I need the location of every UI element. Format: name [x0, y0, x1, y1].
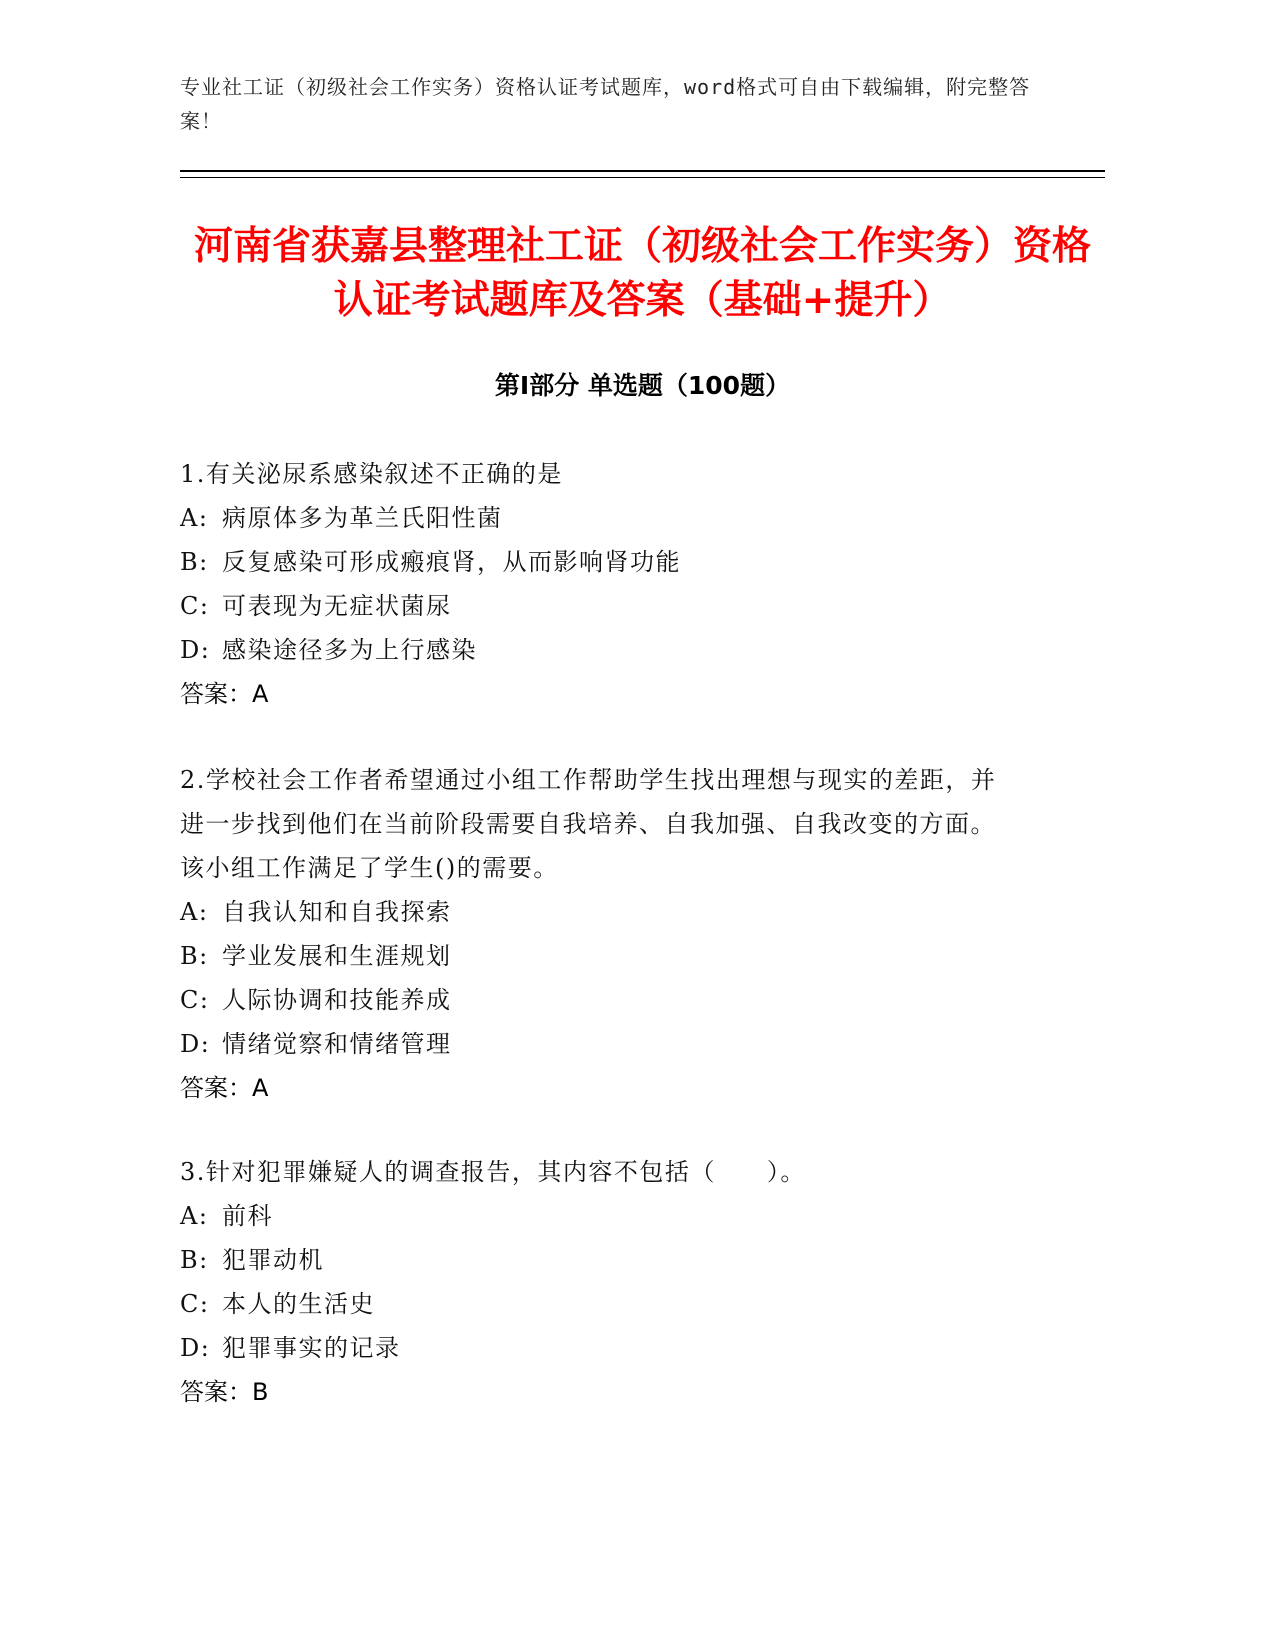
- option-b: [180, 1238, 1020, 1282]
- option-letter: A:: [180, 504, 209, 532]
- option-a: [180, 1194, 1020, 1238]
- question-stem: 1.有关泌尿系感染叙述不正确的是: [180, 460, 563, 488]
- option-letter: C:: [180, 1290, 210, 1318]
- option-letter: B:: [180, 942, 209, 970]
- answer-line: 答案：A: [180, 680, 269, 708]
- option-letter: C:: [180, 986, 210, 1014]
- option-a: [180, 890, 1020, 934]
- option-letter: D:: [180, 636, 211, 664]
- option-text: 情绪觉察和情绪管理: [222, 1030, 452, 1058]
- question-stem: 3.针对犯罪嫌疑人的调查报告，其内容不包括（ ）。: [180, 1158, 806, 1186]
- option-text: 人际协调和技能养成: [222, 986, 452, 1014]
- option-text: 自我认知和自我探索: [222, 898, 452, 926]
- section-heading: 第Ⅰ部分 单选题（100题）: [494, 371, 791, 400]
- option-d: [180, 1326, 1020, 1370]
- question-1: [180, 452, 1020, 716]
- question-3: [180, 1150, 1020, 1414]
- option-d: [180, 628, 1020, 672]
- option-letter: B:: [180, 1246, 209, 1274]
- option-a: [180, 496, 1020, 540]
- option-d: [180, 1022, 1020, 1066]
- option-text: 犯罪事实的记录: [222, 1334, 401, 1362]
- question-2: [180, 758, 1020, 1110]
- option-text: 病原体多为革兰氏阳性菌: [222, 504, 503, 532]
- question-stem: 2.学校社会工作者希望通过小组工作帮助学生找出理想与现实的差距，并进一步找到他们在当前阶段需要自我培养、自我加强、自我改变的方面。该小组工作满足了学生()的需要。: [180, 766, 997, 882]
- option-letter: D:: [180, 1334, 211, 1362]
- option-b: [180, 540, 1020, 584]
- option-text: 学业发展和生涯规划: [222, 942, 452, 970]
- answer-line: 答案：B: [180, 1378, 269, 1406]
- option-text: 感染途径多为上行感染: [222, 636, 477, 664]
- header-rule-thin: [180, 177, 1105, 178]
- header-rule-thick: [180, 170, 1105, 172]
- document-title: 河南省获嘉县整理社工证（初级社会工作实务）资格认证考试题库及答案（基础+提升）: [193, 224, 1091, 323]
- option-text: 可表现为无症状菌尿: [222, 592, 452, 620]
- option-c: [180, 978, 1020, 1022]
- header-note: 专业社工证（初级社会工作实务）资格认证考试题库，word格式可自由下载编辑，附完整答案！: [180, 75, 1031, 133]
- option-letter: B:: [180, 548, 209, 576]
- option-letter: D:: [180, 1030, 211, 1058]
- option-text: 犯罪动机: [222, 1246, 324, 1274]
- answer-line: 答案：A: [180, 1074, 269, 1102]
- option-text: 反复感染可形成瘢痕肾，从而影响肾功能: [222, 548, 681, 576]
- option-letter: C:: [180, 592, 210, 620]
- option-c: [180, 584, 1020, 628]
- option-text: 本人的生活史: [222, 1290, 375, 1318]
- option-text: 前科: [222, 1202, 273, 1230]
- option-c: [180, 1282, 1020, 1326]
- option-b: [180, 934, 1020, 978]
- option-letter: A:: [180, 1202, 209, 1230]
- option-letter: A:: [180, 898, 209, 926]
